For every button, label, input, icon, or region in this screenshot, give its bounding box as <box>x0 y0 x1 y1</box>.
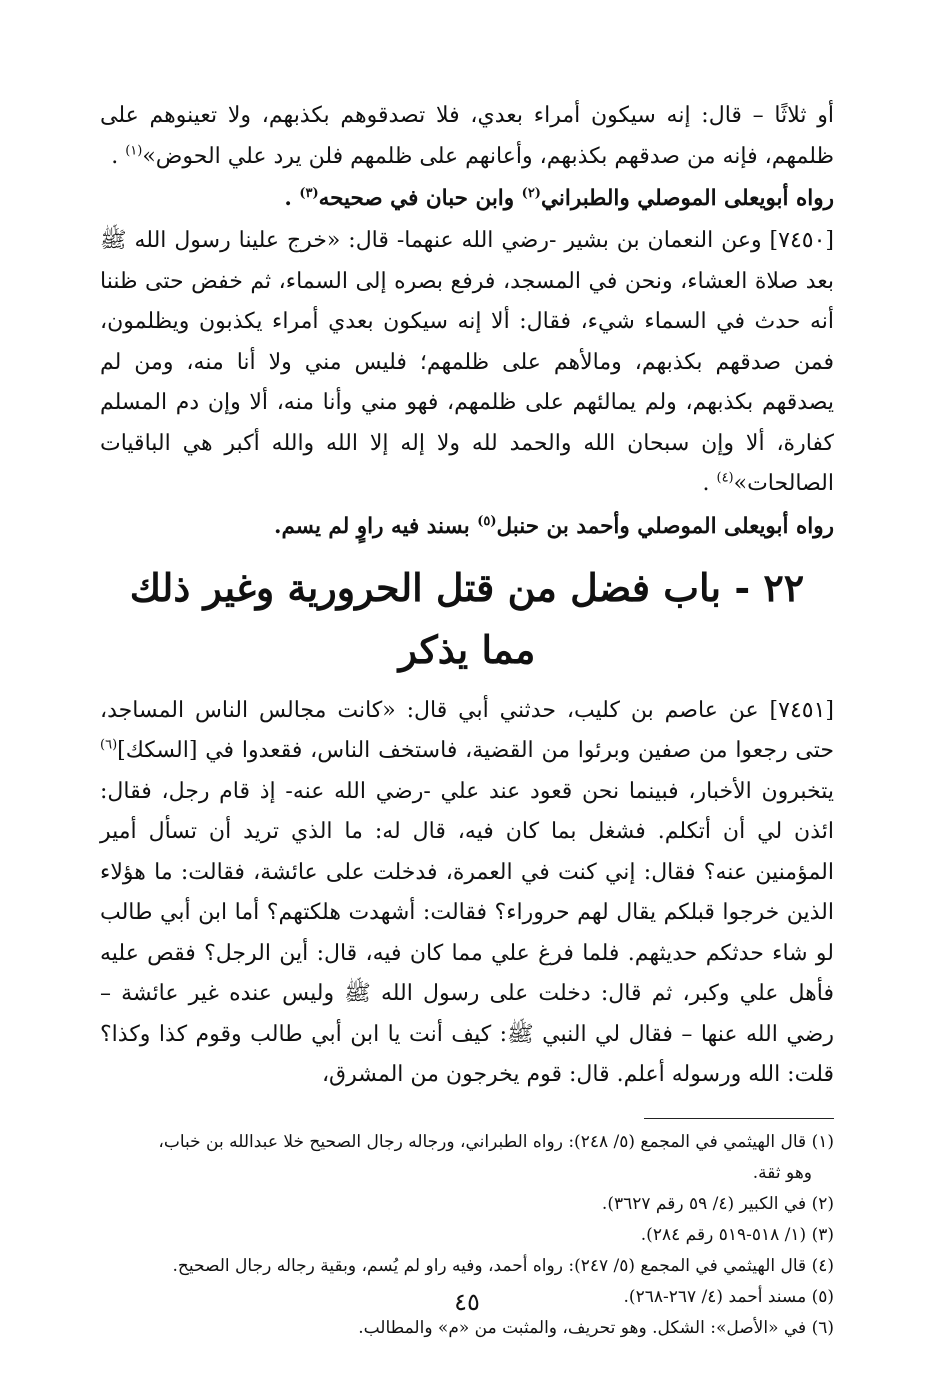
footnote-ref[interactable]: (٥) <box>477 513 497 529</box>
main-text <box>100 96 834 1096</box>
footnote-item: (٤) قال الهيثمي في المجمع (٥/ ٢٤٧): رواه أحمد، وفيه راو لم يُسم، وبقية رجاله رجال الصحيح. <box>172 1255 834 1276</box>
hadith-text: وعن النعمان بن بشير -رضي الله عنهما- قال: «خرج علينا رسول الله ﷺ بعد صلاة العشاء، ونحن في المسجد، فرفع بصره إلى السماء، ثم خفض حتى ظننا أنه حدث في السماء شيء، فقال: ألا إنه سيكون بعدي أمراء يكذبون ويظلمون، فمن صدقهم بكذبهم، ومالأهم على ظلمهم؛ فليس مني ولا أنا منه، ومن لم يصدقهم بكذبهم، ولم يمالئهم على ظلمهم، فهو مني وأنا منه، ألا وإن دم المسلم كفارة، ألا وإن سبحان الله والحمد لله ولا إله إلا الله والله أكبر هي الباقيات الصالحات» <box>100 228 834 496</box>
hadith-number: [٧٤٥٠] <box>769 228 834 253</box>
hadith-paragraph <box>100 691 834 1096</box>
sentence-end: . <box>284 186 300 211</box>
footnote-ref[interactable]: (٢) <box>521 185 541 201</box>
footnote-item: (٢) في الكبير (٤/ ٥٩ رقم ٣٦٢٧). <box>601 1193 834 1214</box>
footnote-divider <box>644 1118 834 1119</box>
text-line: أو ثلاثًا – قال: إنه سيكون أمراء بعدي، فلا تصدقوهم بكذبهم، ولا تعينوهم على <box>100 103 835 128</box>
footnote-item: (٦) في «الأصل»: الشكل. وهو تحريف، والمثبت من «م» والمطالب. <box>358 1317 834 1338</box>
narration-text: وابن حبان في صحيحه <box>318 186 522 211</box>
narration-text: بسند فيه راوٍ لم يسم. <box>273 513 478 539</box>
footnote-ref[interactable]: (١) <box>125 143 143 159</box>
hadith-text: عن عاصم بن كليب، حدثني أبي قال: «كانت مجالس الناس المساجد، حتى رجعوا من صفين وبرئوا من القضية، فاستخف الناس، فقعدوا في [السكك] <box>100 697 834 763</box>
continuation-paragraph <box>100 96 834 177</box>
footnote-item: (١) قال الهيثمي في المجمع (٥/ ٢٤٨): رواه الطبراني، ورجاله رجال الصحيح خلا عبدالله بن خباب، <box>158 1131 834 1152</box>
narration-attribution <box>100 177 834 221</box>
footnote-item: (٥) مسند أحمد (٤/ ٢٦٧-٢٦٨). <box>623 1286 834 1307</box>
text-line: ظلمهم، فإنه من صدقهم بكذبهم، وأعانهم على ظلمهم فلن يرد علي الحوض» <box>142 143 834 169</box>
footnote-item: (٣) (١/ ٥١٨-٥١٩ رقم ٢٨٤). <box>640 1224 834 1245</box>
footnote-continuation: وهو ثقة. <box>752 1162 812 1183</box>
hadith-text: يتخبرون الأخبار، فبينما نحن قعود عند علي -رضي الله عنه- إذ قام رجل، فقال: ائذن لي أن أتكلم. فشغل بما كان فيه، قال له: ما الذي تريد أن تسأل أمير المؤمنين عنه؟ فقال: إني كنت في العمرة، فدخلت على عائشة، فقالت: ما هؤلاء الذين خرجوا قبلكم يقال لهم حروراء؟ فقالت: أشهدت هلكتهم؟ أما ابن أبي طالب لو شاء حدثكم حديثهم. فلما فرغ علي مما كان فيه، قال: أين الرجل؟ فقص عليه فأهل علي وكبر، ثم قال: دخلت على رسول الله ﷺ وليس عنده غير عائشة – رضي الله عنها – فقال لي النبي ﷺ: كيف أنت يا ابن أبي طالب وقوم كذا وكذا؟ قلت: الله ورسوله أعلم. قال: قوم يخرجون من المشرق، <box>100 778 834 1087</box>
narration-text: رواه أبويعلى الموصلي والطبراني <box>540 186 834 211</box>
chapter-heading: ٢٢ - باب فضل من قتل الحرورية وغير ذلك مما يذكر <box>129 564 805 672</box>
footnote-ref[interactable]: (٣) <box>299 185 319 201</box>
sentence-end: . <box>702 471 717 496</box>
hadith-paragraph <box>100 221 834 505</box>
narration-attribution <box>100 505 834 549</box>
narration-text: رواه أبويعلى الموصلي وأحمد بن حنبل <box>496 513 834 539</box>
hadith-number: [٧٤٥١] <box>769 697 834 723</box>
footnote-ref[interactable]: (٤) <box>716 470 734 486</box>
page-number: ٤٥ <box>454 1288 480 1316</box>
footnote-ref[interactable]: (٦) <box>100 737 118 753</box>
sentence-end: . <box>111 143 126 169</box>
